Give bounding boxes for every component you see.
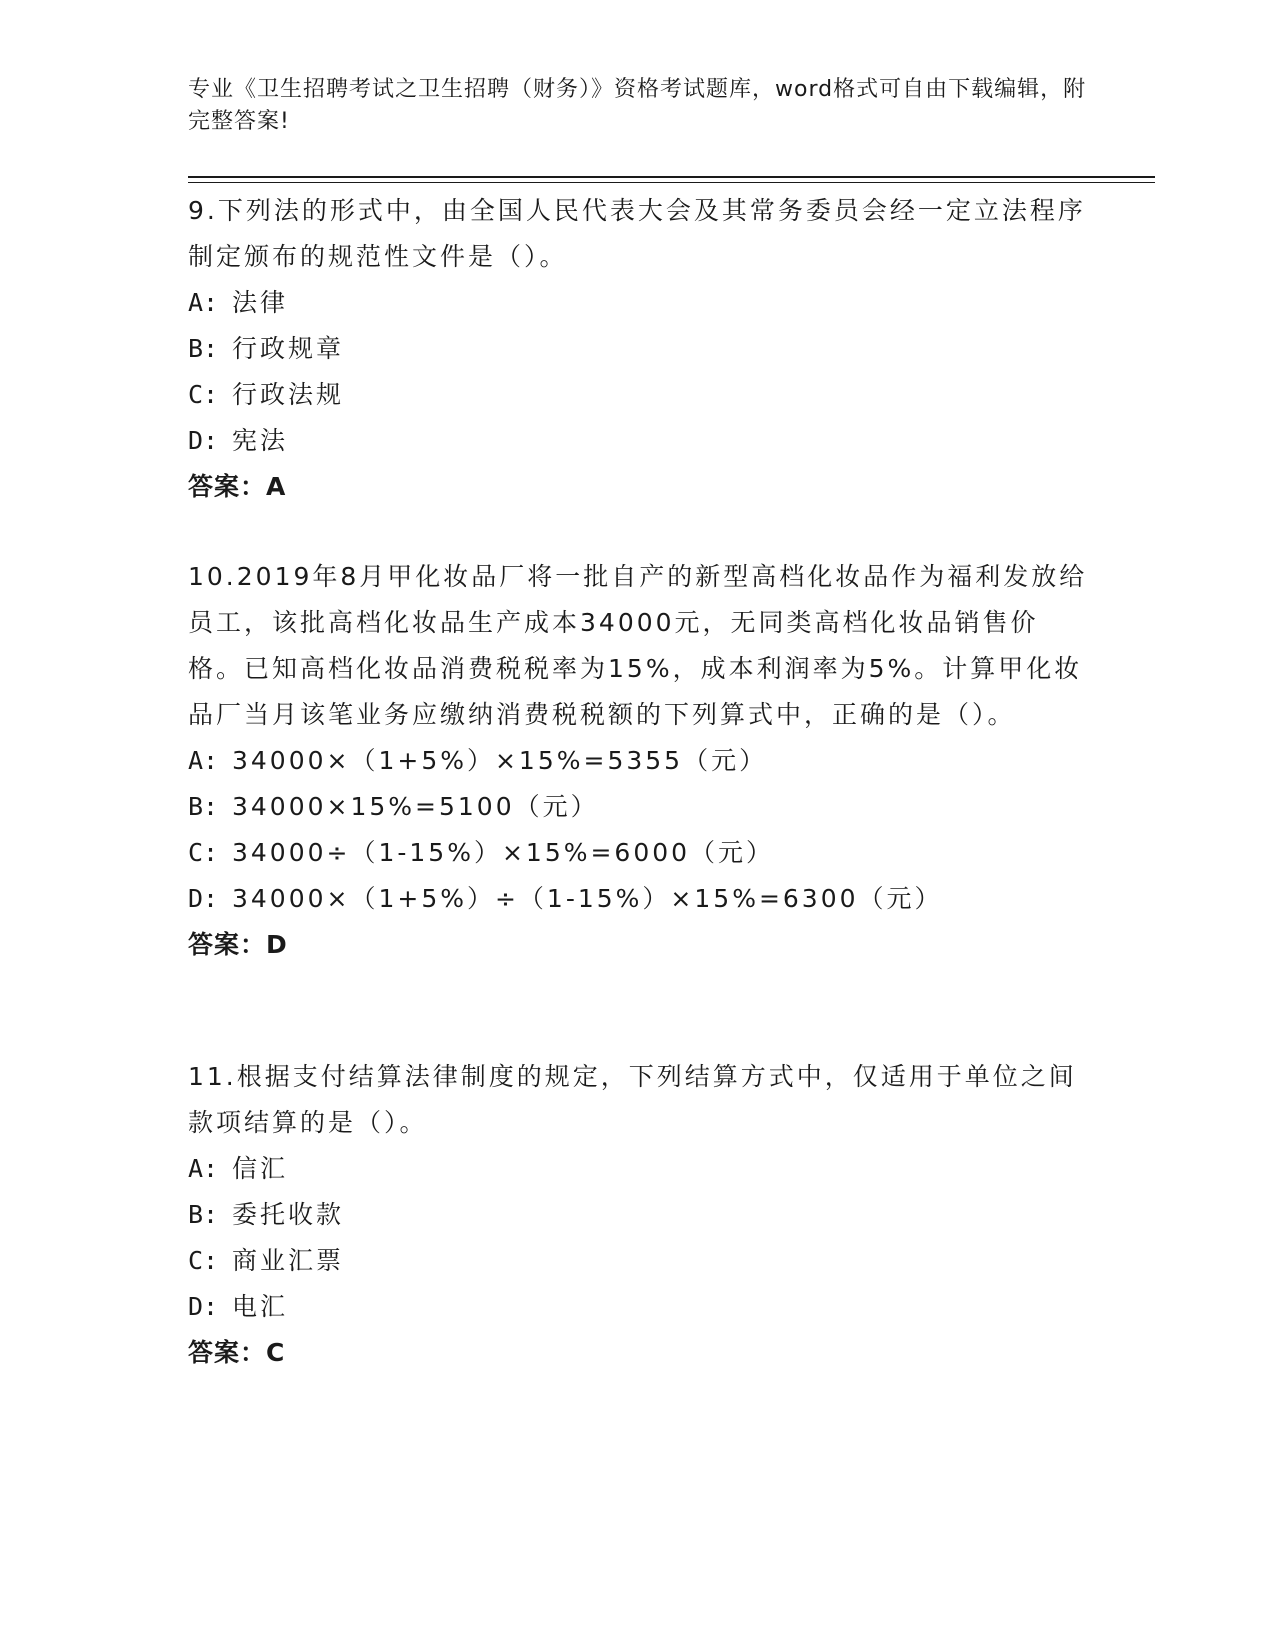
option-label: C:: [188, 838, 219, 867]
option-a: [188, 1146, 1088, 1192]
option-c: [188, 372, 1088, 418]
option-text: 34000×（1+5%）×15%=5355（元）: [232, 746, 768, 775]
option-text: 信汇: [232, 1154, 289, 1183]
option-label: D:: [188, 426, 219, 455]
option-d: [188, 1284, 1088, 1330]
option-text: 委托收款: [232, 1200, 345, 1229]
answer-line: 答案：C: [188, 1338, 286, 1367]
option-label: A:: [188, 288, 219, 317]
option-d: [188, 876, 1088, 922]
answer-line: 答案：D: [188, 930, 288, 959]
option-text: 34000×15%=5100（元）: [232, 792, 599, 821]
option-label: D:: [188, 884, 219, 913]
option-text: 34000÷（1-15%）×15%=6000（元）: [232, 838, 775, 867]
option-b: [188, 1192, 1088, 1238]
option-d: [188, 418, 1088, 464]
option-label: D:: [188, 1292, 219, 1321]
option-label: B:: [188, 792, 219, 821]
option-a: [188, 738, 1088, 784]
document-header: 专业《卫生招聘考试之卫生招聘（财务）》资格考试题库，word格式可自由下载编辑，附完整答案!: [188, 77, 1087, 134]
option-text: 法律: [232, 288, 289, 317]
option-label: C:: [188, 1246, 219, 1275]
option-a: [188, 280, 1088, 326]
question-9: [188, 188, 1088, 510]
option-text: 34000×（1+5%）÷（1-15%）×15%=6300（元）: [232, 884, 943, 913]
header-divider-thick: [188, 176, 1155, 178]
header-divider-thin: [188, 182, 1155, 183]
question-stem: 9.下列法的形式中，由全国人民代表大会及其常务委员会经一定立法程序制定颁布的规范性文件是（）。: [188, 196, 1086, 271]
question-stem: 11.根据支付结算法律制度的规定，下列结算方式中，仅适用于单位之间款项结算的是（）。: [188, 1062, 1077, 1137]
option-text: 行政法规: [232, 380, 345, 409]
option-label: B:: [188, 334, 219, 363]
option-text: 行政规章: [232, 334, 345, 363]
question-10: [188, 554, 1088, 968]
option-b: [188, 326, 1088, 372]
option-c: [188, 830, 1088, 876]
question-stem: 10.2019年8月甲化妆品厂将一批自产的新型高档化妆品作为福利发放给员工，该批高档化妆品生产成本34000元，无同类高档化妆品销售价格。已知高档化妆品消费税税率为15%，成本利润率为5%。计算甲化妆品厂当月该笔业务应缴纳消费税税额的下列算式中，正确的是（）。: [188, 562, 1088, 729]
option-label: A:: [188, 1154, 219, 1183]
answer-line: 答案：A: [188, 472, 287, 501]
option-label: A:: [188, 746, 219, 775]
question-11: [188, 1054, 1088, 1376]
option-b: [188, 784, 1088, 830]
option-label: C:: [188, 380, 219, 409]
option-label: B:: [188, 1200, 219, 1229]
option-c: [188, 1238, 1088, 1284]
option-text: 商业汇票: [232, 1246, 345, 1275]
option-text: 电汇: [232, 1292, 289, 1321]
option-text: 宪法: [232, 426, 289, 455]
